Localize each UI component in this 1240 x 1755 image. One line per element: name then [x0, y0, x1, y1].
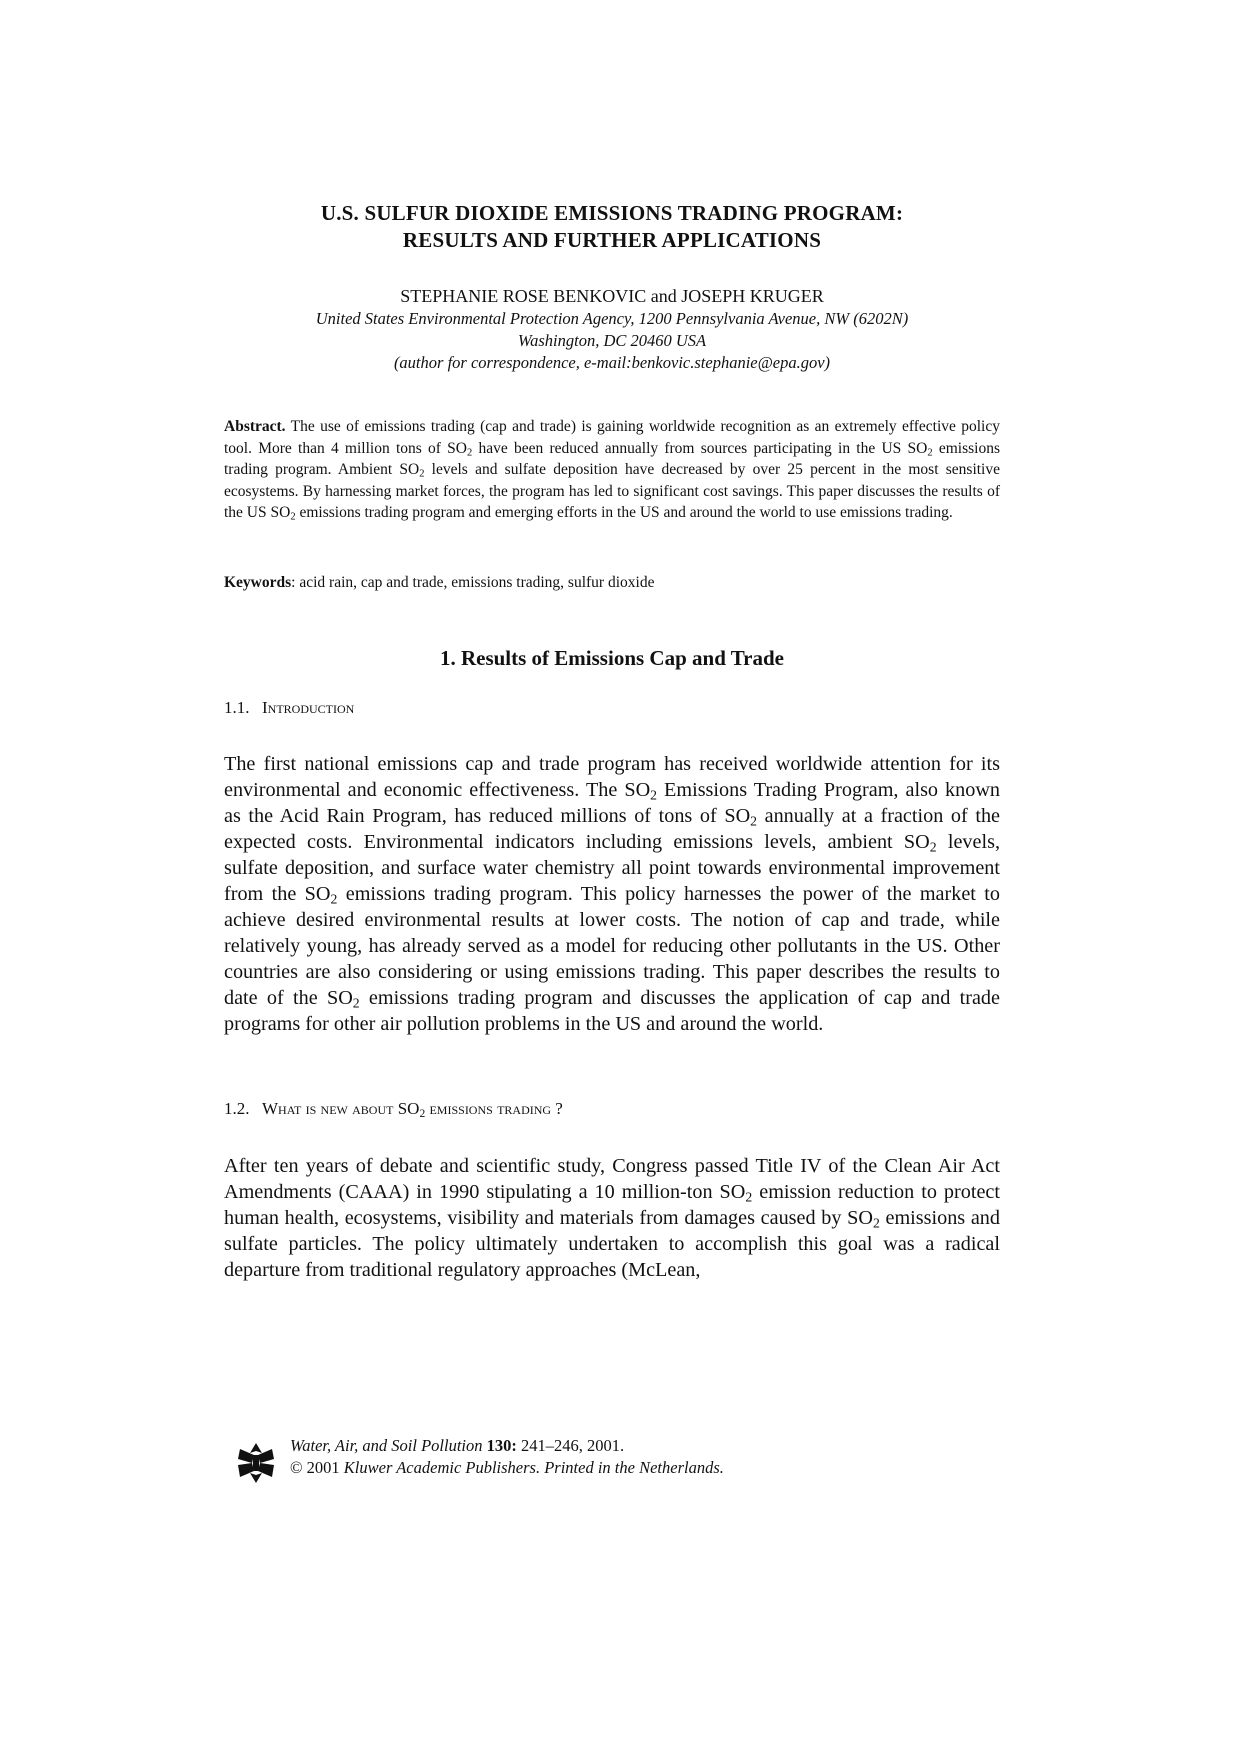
- keywords-text: : acid rain, cap and trade, emissions trading, sulfur dioxide: [291, 574, 655, 591]
- subsection-title: What is new about $SO_2$ emissions trading ?: [262, 1099, 563, 1120]
- footer-text: [290, 1435, 724, 1479]
- publisher: Kluwer Academic Publishers. Printed in the Netherlands.: [343, 1458, 724, 1477]
- intro-paragraph-text: The first national emissions cap and trade program has received worldwide attention for its environmental and economic effectiveness. The $SO_2$ Emissions Trading Program, also known as the Acid Rain Program, has reduced millions of tons of $SO_2$ annually at a fraction of the expected costs. Environmental indicators including emissions levels, ambient $SO_2$ levels, sulfate deposition, and surface water chemistry all point towards environmental improvement from the $SO_2$ emissions trading program. This policy harnesses the power of the market to achieve desired environmental results at lower costs. The notion of cap and trade, while relatively young, has already served as a model for reducing other pollutants in the US. Other countries are also considering or using emissions trading. This paper describes the results to date of the $SO_2$ emissions trading program and discusses the application of cap and trade programs for other air pollution problems in the US and around the world.: [224, 753, 1001, 1035]
- subsection-number: 1.1.: [224, 698, 250, 717]
- body-paragraph: [224, 1153, 1000, 1283]
- copyright-line: [290, 1457, 724, 1479]
- subsection-number: 1.2.: [224, 1099, 250, 1118]
- kluwer-publisher-logo-icon: [236, 1441, 276, 1485]
- title-line-2: RESULTS AND FURTHER APPLICATIONS: [402, 228, 822, 252]
- abstract: [224, 416, 1000, 524]
- keywords: [224, 572, 1000, 594]
- copyright: © 2001: [290, 1458, 344, 1477]
- subsection-heading-intro: [224, 697, 1000, 719]
- title-line-1: U.S. SULFUR DIOXIDE EMISSIONS TRADING PROGRAM:: [320, 201, 904, 225]
- affiliation-line-1: United States Environmental Protection Agency, 1200 Pennsylvania Avenue, NW (6202N): [315, 309, 909, 328]
- pages-year: 241–246, 2001.: [516, 1436, 625, 1455]
- abstract-label: Abstract.: [224, 418, 286, 435]
- body-paragraph-text: After ten years of debate and scientific study, Congress passed Title IV of the Clean Air Act Amendments (CAAA) in 1990 stipulating a 10 million-ton $SO_2$ emission reduction to protect human health, ecosystems, visibility and materials from damages caused by $SO_2$ emissions and sulfate particles. The policy ultimately undertaken to accomplish this goal was a radical departure from traditional regulatory approaches (McLean,: [224, 1155, 1000, 1281]
- author-names: STEPHANIE ROSE BENKOVIC and JOSEPH KRUGER: [400, 286, 824, 306]
- subsection-heading-new: [224, 1098, 1000, 1120]
- journal-name: Water, Air, and Soil Pollution: [290, 1436, 483, 1455]
- journal-footer: [236, 1435, 876, 1487]
- affiliation: [224, 308, 1000, 374]
- paper-title: [224, 200, 1000, 254]
- volume: 130:: [486, 1436, 517, 1455]
- citation-line: [290, 1435, 724, 1457]
- affiliation-line-3: (author for correspondence, e-mail:benkovic.stephanie@epa.gov): [393, 353, 831, 372]
- keywords-label: Keywords: [224, 574, 292, 591]
- intro-paragraph: [224, 751, 1000, 1037]
- subsection-title: Introduction: [262, 698, 355, 717]
- abstract-text: The use of emissions trading (cap and trade) is gaining worldwide recognition as an extremely effective policy tool. More than 4 million tons of $SO_2$ have been reduced annually from sources participating in the US $SO_2$ emissions trading program. Ambient $SO_2$ levels and sulfate deposition have decreased by over 25 percent in the most sensitive ecosystems. By harnessing market forces, the program has led to significant cost savings. This paper discusses the results of the US $SO_2$ emissions trading program and emerging efforts in the US and around the world to use emissions trading.: [224, 418, 1000, 523]
- section-heading: 1. Results of Emissions Cap and Trade: [439, 646, 785, 670]
- affiliation-line-2: Washington, DC 20460 USA: [517, 331, 707, 350]
